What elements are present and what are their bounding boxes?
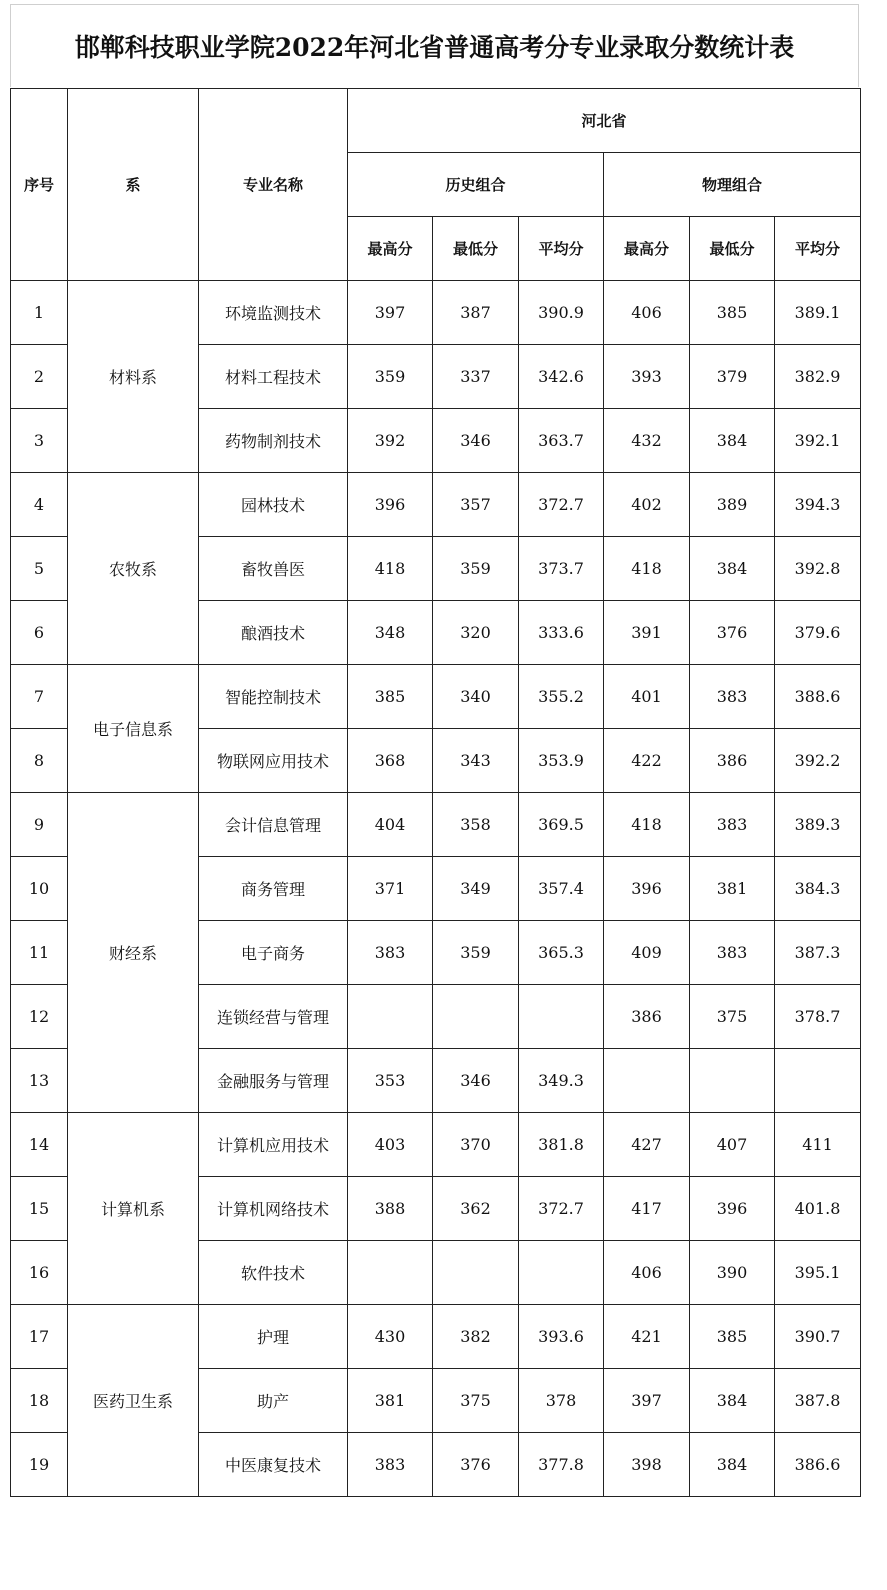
cell-physics-max: 406	[604, 1241, 690, 1305]
cell-physics-max: 418	[604, 537, 690, 601]
cell-department: 电子信息系	[68, 665, 199, 793]
cell-physics-avg: 392.8	[775, 537, 861, 601]
cell-history-avg: 378	[519, 1369, 604, 1433]
cell-history-avg: 372.7	[519, 473, 604, 537]
cell-index: 9	[11, 793, 68, 857]
table-row	[11, 793, 861, 857]
cell-physics-min: 375	[690, 985, 775, 1049]
cell-history-min: 359	[433, 921, 519, 985]
cell-index: 5	[11, 537, 68, 601]
cell-major: 电子商务	[199, 921, 348, 985]
cell-major: 酿酒技术	[199, 601, 348, 665]
cell-physics-avg	[775, 1049, 861, 1113]
cell-major: 园林技术	[199, 473, 348, 537]
cell-history-max: 353	[348, 1049, 433, 1113]
cell-department: 财经系	[68, 793, 199, 1113]
cell-physics-max: 397	[604, 1369, 690, 1433]
cell-history-avg: 390.9	[519, 281, 604, 345]
cell-major: 材料工程技术	[199, 345, 348, 409]
cell-history-avg: 333.6	[519, 601, 604, 665]
cell-history-max: 359	[348, 345, 433, 409]
cell-major: 中医康复技术	[199, 1433, 348, 1497]
header-history-min: 最低分	[433, 217, 519, 281]
cell-physics-max: 422	[604, 729, 690, 793]
cell-history-min	[433, 985, 519, 1049]
cell-history-max: 404	[348, 793, 433, 857]
header-history-group: 历史组合	[348, 153, 604, 217]
cell-major: 畜牧兽医	[199, 537, 348, 601]
cell-physics-min	[690, 1049, 775, 1113]
cell-history-max: 381	[348, 1369, 433, 1433]
cell-physics-min: 407	[690, 1113, 775, 1177]
cell-physics-max: 421	[604, 1305, 690, 1369]
cell-history-max: 392	[348, 409, 433, 473]
cell-history-min: 387	[433, 281, 519, 345]
cell-history-avg: 355.2	[519, 665, 604, 729]
cell-major: 药物制剂技术	[199, 409, 348, 473]
cell-history-max: 430	[348, 1305, 433, 1369]
cell-history-min: 357	[433, 473, 519, 537]
cell-history-avg: 372.7	[519, 1177, 604, 1241]
cell-index: 16	[11, 1241, 68, 1305]
header-history-max: 最高分	[348, 217, 433, 281]
header-department: 系	[68, 89, 199, 281]
cell-history-max: 396	[348, 473, 433, 537]
table-row	[11, 281, 861, 345]
table-row	[11, 473, 861, 537]
cell-physics-max: 386	[604, 985, 690, 1049]
cell-physics-avg: 401.8	[775, 1177, 861, 1241]
cell-major: 护理	[199, 1305, 348, 1369]
cell-history-avg: 381.8	[519, 1113, 604, 1177]
cell-physics-min: 376	[690, 601, 775, 665]
cell-history-avg	[519, 1241, 604, 1305]
cell-history-max: 383	[348, 921, 433, 985]
cell-physics-avg: 378.7	[775, 985, 861, 1049]
cell-physics-avg: 389.3	[775, 793, 861, 857]
header-physics-group: 物理组合	[604, 153, 861, 217]
cell-index: 13	[11, 1049, 68, 1113]
cell-index: 11	[11, 921, 68, 985]
cell-physics-min: 383	[690, 665, 775, 729]
cell-history-max: 388	[348, 1177, 433, 1241]
cell-index: 2	[11, 345, 68, 409]
cell-index: 6	[11, 601, 68, 665]
header-province: 河北省	[348, 89, 861, 153]
cell-history-avg: 369.5	[519, 793, 604, 857]
header-history-avg: 平均分	[519, 217, 604, 281]
cell-major: 物联网应用技术	[199, 729, 348, 793]
cell-index: 7	[11, 665, 68, 729]
cell-history-min: 359	[433, 537, 519, 601]
cell-physics-max: 406	[604, 281, 690, 345]
cell-major: 计算机应用技术	[199, 1113, 348, 1177]
cell-physics-avg: 394.3	[775, 473, 861, 537]
cell-physics-max	[604, 1049, 690, 1113]
cell-history-max	[348, 985, 433, 1049]
cell-physics-avg: 389.1	[775, 281, 861, 345]
cell-physics-avg: 392.1	[775, 409, 861, 473]
cell-history-min: 349	[433, 857, 519, 921]
score-table	[10, 88, 861, 1497]
cell-physics-avg: 411	[775, 1113, 861, 1177]
cell-history-min: 362	[433, 1177, 519, 1241]
cell-history-min: 346	[433, 1049, 519, 1113]
table-row	[11, 1305, 861, 1369]
cell-physics-max: 418	[604, 793, 690, 857]
cell-physics-avg: 386.6	[775, 1433, 861, 1497]
cell-department: 材料系	[68, 281, 199, 473]
cell-physics-avg: 387.3	[775, 921, 861, 985]
cell-history-min: 375	[433, 1369, 519, 1433]
cell-index: 3	[11, 409, 68, 473]
cell-index: 10	[11, 857, 68, 921]
header-physics-avg: 平均分	[775, 217, 861, 281]
cell-physics-max: 393	[604, 345, 690, 409]
cell-history-max: 385	[348, 665, 433, 729]
cell-physics-avg: 388.6	[775, 665, 861, 729]
table-header	[11, 89, 861, 281]
cell-physics-avg: 379.6	[775, 601, 861, 665]
cell-index: 4	[11, 473, 68, 537]
cell-history-avg	[519, 985, 604, 1049]
cell-physics-min: 384	[690, 537, 775, 601]
cell-department: 计算机系	[68, 1113, 199, 1305]
cell-index: 1	[11, 281, 68, 345]
cell-index: 19	[11, 1433, 68, 1497]
cell-history-min: 320	[433, 601, 519, 665]
cell-history-avg: 353.9	[519, 729, 604, 793]
header-physics-max: 最高分	[604, 217, 690, 281]
cell-physics-min: 384	[690, 409, 775, 473]
cell-physics-max: 402	[604, 473, 690, 537]
cell-history-avg: 342.6	[519, 345, 604, 409]
table-row	[11, 665, 861, 729]
cell-index: 15	[11, 1177, 68, 1241]
cell-history-min: 382	[433, 1305, 519, 1369]
cell-major: 金融服务与管理	[199, 1049, 348, 1113]
cell-history-min: 343	[433, 729, 519, 793]
cell-physics-avg: 395.1	[775, 1241, 861, 1305]
header-major: 专业名称	[199, 89, 348, 281]
cell-major: 环境监测技术	[199, 281, 348, 345]
cell-physics-min: 386	[690, 729, 775, 793]
cell-physics-max: 401	[604, 665, 690, 729]
cell-history-max: 348	[348, 601, 433, 665]
cell-physics-min: 385	[690, 281, 775, 345]
cell-history-min: 340	[433, 665, 519, 729]
cell-physics-min: 383	[690, 921, 775, 985]
cell-department: 农牧系	[68, 473, 199, 665]
cell-physics-min: 390	[690, 1241, 775, 1305]
cell-index: 12	[11, 985, 68, 1049]
cell-physics-min: 384	[690, 1369, 775, 1433]
cell-physics-max: 398	[604, 1433, 690, 1497]
cell-physics-max: 417	[604, 1177, 690, 1241]
cell-physics-max: 396	[604, 857, 690, 921]
cell-physics-max: 432	[604, 409, 690, 473]
cell-history-max: 371	[348, 857, 433, 921]
cell-physics-avg: 382.9	[775, 345, 861, 409]
table-row	[11, 1113, 861, 1177]
cell-history-min: 370	[433, 1113, 519, 1177]
cell-physics-min: 384	[690, 1433, 775, 1497]
cell-history-avg: 363.7	[519, 409, 604, 473]
cell-physics-max: 427	[604, 1113, 690, 1177]
cell-index: 18	[11, 1369, 68, 1433]
cell-history-min: 376	[433, 1433, 519, 1497]
cell-history-min: 346	[433, 409, 519, 473]
cell-history-avg: 373.7	[519, 537, 604, 601]
cell-history-avg: 365.3	[519, 921, 604, 985]
cell-index: 14	[11, 1113, 68, 1177]
cell-department: 医药卫生系	[68, 1305, 199, 1497]
cell-history-avg: 393.6	[519, 1305, 604, 1369]
header-physics-min: 最低分	[690, 217, 775, 281]
cell-history-max	[348, 1241, 433, 1305]
cell-physics-min: 381	[690, 857, 775, 921]
cell-history-avg: 349.3	[519, 1049, 604, 1113]
cell-physics-max: 391	[604, 601, 690, 665]
cell-index: 17	[11, 1305, 68, 1369]
cell-physics-max: 409	[604, 921, 690, 985]
title-box	[10, 4, 859, 87]
cell-history-min	[433, 1241, 519, 1305]
page-title: 邯郸科技职业学院2022年河北省普通高考分专业录取分数统计表	[74, 33, 795, 62]
table-body	[11, 281, 861, 1497]
cell-history-min: 337	[433, 345, 519, 409]
cell-major: 智能控制技术	[199, 665, 348, 729]
cell-history-min: 358	[433, 793, 519, 857]
cell-physics-min: 385	[690, 1305, 775, 1369]
cell-history-max: 383	[348, 1433, 433, 1497]
cell-major: 连锁经营与管理	[199, 985, 348, 1049]
cell-major: 商务管理	[199, 857, 348, 921]
cell-major: 软件技术	[199, 1241, 348, 1305]
cell-history-avg: 357.4	[519, 857, 604, 921]
cell-history-max: 397	[348, 281, 433, 345]
cell-major: 会计信息管理	[199, 793, 348, 857]
cell-history-max: 418	[348, 537, 433, 601]
header-index: 序号	[11, 89, 68, 281]
cell-history-avg: 377.8	[519, 1433, 604, 1497]
cell-physics-min: 383	[690, 793, 775, 857]
cell-physics-min: 389	[690, 473, 775, 537]
cell-major: 助产	[199, 1369, 348, 1433]
cell-physics-avg: 390.7	[775, 1305, 861, 1369]
cell-index: 8	[11, 729, 68, 793]
cell-physics-avg: 387.8	[775, 1369, 861, 1433]
cell-history-max: 368	[348, 729, 433, 793]
cell-history-max: 403	[348, 1113, 433, 1177]
cell-physics-min: 396	[690, 1177, 775, 1241]
cell-physics-avg: 392.2	[775, 729, 861, 793]
cell-physics-avg: 384.3	[775, 857, 861, 921]
cell-major: 计算机网络技术	[199, 1177, 348, 1241]
cell-physics-min: 379	[690, 345, 775, 409]
